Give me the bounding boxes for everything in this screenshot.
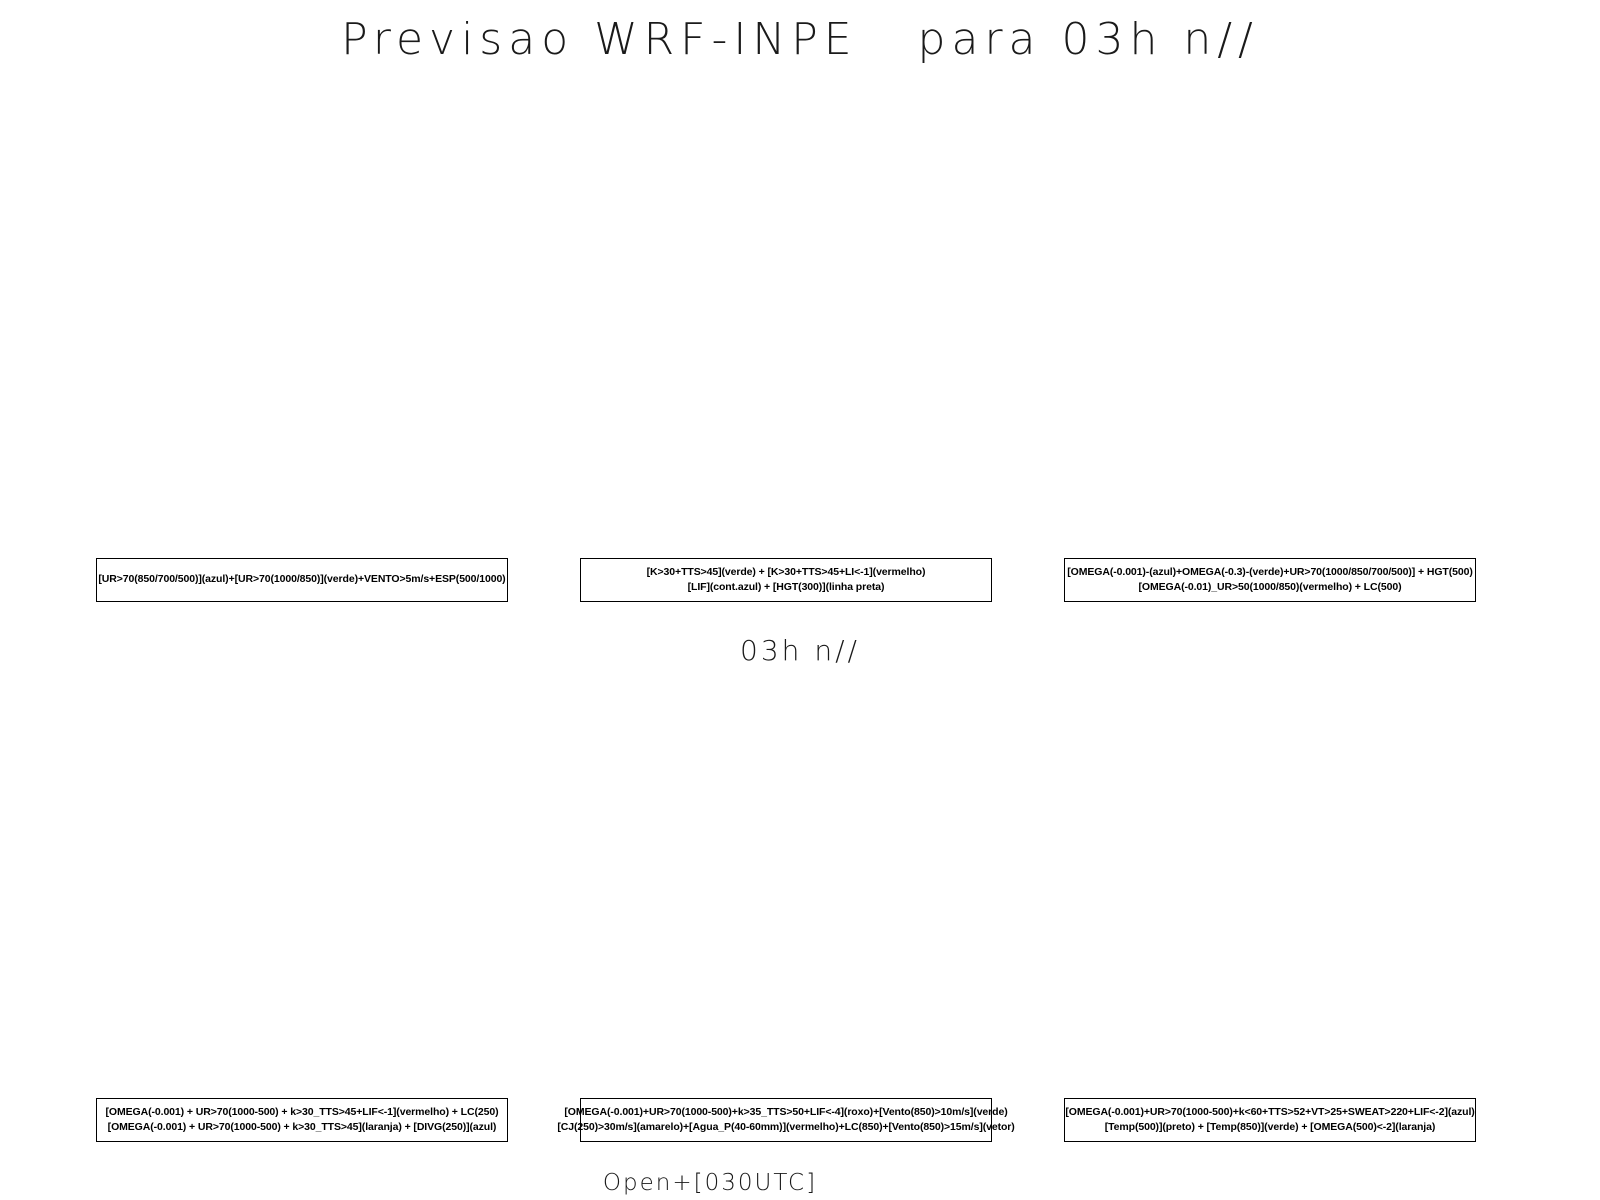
section-subtitle: 03h n// [740,634,860,667]
legend-panel-bottom-center [557,1098,1015,1142]
legend-line-1: [UR>70(850/700/500)](azul)+[UR>70(1000/850)](verde)+VENTO>5m/s+ESP(500/1000) [98,573,506,586]
legend-line-2: [Temp(500)](preto) + [Temp(850)](verde) + [OMEGA(500)<-2](laranja) [1104,1121,1436,1133]
legend-panel-bottom-left [96,1098,508,1142]
legend-panel-top-left [96,558,508,602]
legend-panel-top-center [580,558,992,602]
page-title: Previsao WRF-INPE para 03h n// [341,14,1259,65]
legend-line-1: [OMEGA(-0.001)+UR>70(1000-500)+k<60+TTS>52+VT>25+SWEAT>220+LIF<-2](azul) [1065,1105,1475,1118]
legend-line-1: [K>30+TTS>45](verde) + [K>30+TTS>45+LI<-1](vermelho) [646,565,926,578]
legend-line-2: [OMEGA(-0.001) + UR>70(1000-500) + k>30_TTS>45](laranja) + [DIVG(250)](azul) [107,1121,497,1133]
legend-line-2: [OMEGA(-0.01)_UR>50(1000/850)(vermelho) + LC(500) [1138,581,1402,593]
legend-panel-bottom-right [1064,1098,1476,1142]
legend-line-1: [OMEGA(-0.001) + UR>70(1000-500) + k>30_TTS>45+LIF<-1](vermelho) + LC(250) [105,1105,499,1118]
footer-note: Open+[030UTC] [602,1170,818,1196]
legend-line-2: [CJ(250)>30m/s](amarelo)+[Agua_P(40-60mm)](vermelho)+LC(850)+[Vento(850)>15m/s](vetor) [557,1121,1015,1133]
legend-line-1: [OMEGA(-0.001)-(azul)+OMEGA(-0.3)-(verde)+UR>70(1000/850/700/500)] + HGT(500) [1067,565,1473,578]
legend-line-1: [OMEGA(-0.001)+UR>70(1000-500)+k>35_TTS>50+LIF<-4](roxo)+[Vento(850)>10m/s](verde) [564,1105,1008,1118]
legend-panel-top-right [1064,558,1476,602]
legend-line-2: [LIF](cont.azul) + [HGT(300)](linha preta) [687,581,885,593]
